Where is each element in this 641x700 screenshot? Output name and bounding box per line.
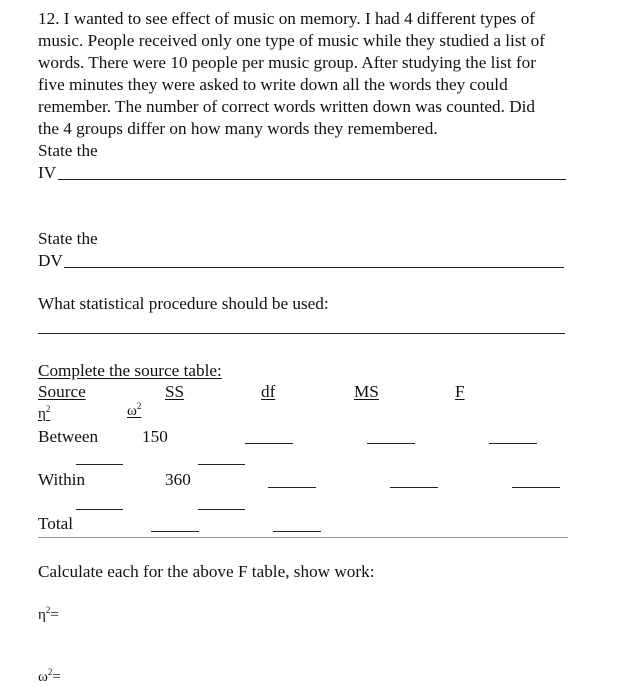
question-line: 12. I wanted to see effect of music on memory. I had 4 different types of: [38, 9, 536, 28]
within-f-blank[interactable]: [512, 487, 560, 488]
row-between-ss: 150: [142, 427, 168, 446]
iv-answer-line[interactable]: [58, 179, 566, 180]
within-omega-blank[interactable]: [198, 509, 245, 510]
within-eta-blank[interactable]: [76, 509, 123, 510]
iv-prompt: State the: [38, 141, 98, 160]
row-within-ss: 360: [165, 470, 191, 489]
between-ms-blank[interactable]: [367, 443, 415, 444]
header-ss: SS: [165, 382, 185, 401]
calc-omega-squared: [38, 667, 61, 686]
header-omega-squared: [127, 401, 141, 420]
calc-eta-exponent: 2: [45, 605, 51, 615]
header-source: Source: [38, 382, 86, 401]
between-omega-blank[interactable]: [198, 464, 245, 465]
question-line: the 4 groups differ on how many words they remembered.: [38, 119, 438, 138]
dv-label: DV: [38, 251, 63, 270]
calc-eta-equals: =: [50, 607, 59, 623]
header-ms: MS: [354, 382, 379, 401]
calc-omega-equals: =: [52, 669, 61, 685]
header-df: df: [261, 382, 276, 401]
question-line: words. There were 10 people per music group. After studying the list for: [38, 53, 537, 72]
row-within-label: Within: [38, 470, 86, 489]
procedure-prompt: What statistical procedure should be used:: [38, 294, 329, 313]
calc-omega-exponent: 2: [47, 667, 53, 677]
eta-symbol: η: [38, 406, 46, 422]
row-total-label: Total: [38, 514, 74, 533]
total-df-blank[interactable]: [273, 531, 321, 532]
iv-label: IV: [38, 163, 57, 182]
header-f: F: [455, 382, 465, 401]
within-df-blank[interactable]: [268, 487, 316, 488]
calc-eta-symbol: η: [38, 607, 46, 623]
eta-exponent: 2: [45, 404, 51, 414]
question-line: music. People received only one type of music while they studied a list of: [38, 31, 545, 50]
procedure-answer-line[interactable]: [38, 333, 565, 334]
between-f-blank[interactable]: [489, 443, 537, 444]
between-df-blank[interactable]: [245, 443, 293, 444]
between-eta-blank[interactable]: [76, 464, 123, 465]
header-eta-squared: [38, 404, 50, 423]
total-ss-blank[interactable]: [151, 531, 199, 532]
calc-omega-symbol: ω: [38, 669, 48, 685]
question-line: remember. The number of correct words written down was counted. Did: [38, 97, 536, 116]
within-ms-blank[interactable]: [390, 487, 438, 488]
source-table-instruction: Complete the source table:: [38, 361, 222, 380]
table-bottom-rule: [38, 537, 568, 538]
question-line: five minutes they were asked to write down all the words they could: [38, 75, 508, 94]
calc-eta-squared: [38, 605, 59, 624]
row-between-label: Between: [38, 427, 99, 446]
dv-answer-line[interactable]: [64, 267, 564, 268]
calc-prompt: Calculate each for the above F table, show work:: [38, 562, 375, 581]
dv-prompt: State the: [38, 229, 98, 248]
question-text: [38, 8, 608, 140]
omega-symbol: ω: [127, 403, 137, 419]
omega-exponent: 2: [136, 401, 142, 411]
